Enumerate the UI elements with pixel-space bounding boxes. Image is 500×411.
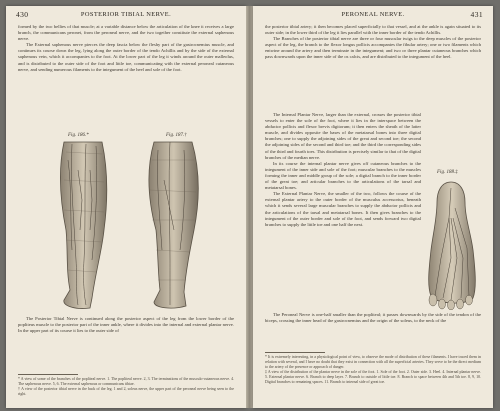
figure-188-foot-illustration bbox=[421, 178, 481, 310]
left-text-bottom bbox=[18, 316, 234, 334]
paragraph: The External Plantar Nerve, the smaller of the two, follows the course of the external plantar artery to the outer border of the musculus accessorius, beneath which it sends several large muscular branches to supply the abductor pollicis and the articulations of the tarsal and metatarsal bones. It then gives branches to the integument of the outer border and sole of the foot, and sends forward two digital branches to supply the little toe and one half the next. bbox=[265, 191, 421, 227]
left-footnotes bbox=[18, 374, 234, 397]
footnote: ‡ A view of the distribution of the plantar nerve in the sole of the foot. 1. Sole of the foot. 2. Outer side. 3. Heel. 4. Internal plantar nerve. 5. External plantar nerve. 6. Branch to deep layer. 7. Branch to outside of little toe. 8. Branch to space between 4th and 5th toe. 8, 9, 10. Digital branches to remaining spaces. 11. Branch to internal side of great toe. bbox=[265, 370, 481, 384]
left-text-top bbox=[18, 24, 234, 73]
paragraph: The External saphenous nerve pierces the deep fascia below the fleshy part of the gastrocnemius muscle, and continues its course down the leg, lying along the outer border of the tendo Achillis and by the side of the external saphenous vein, which it accompanies to the foot. At the lower part of the leg it winds around the outer malleolus, and is distributed to the outer side of the foot and little toe, communicating with the external peroneal cutaneous nerve, and sending numerous filaments to the integument of the heel and sole of the foot. bbox=[18, 42, 234, 72]
footnote: * A view of some of the branches of the popliteal nerve. 1. The popliteal nerve. 2, 3. The terminations of the musculo-cutaneous nerve. 4. The saphenous nerve. 5, 6. The external saphenous or communicans tibiae. bbox=[18, 377, 234, 386]
figure-188-label: Fig. 188.‡ bbox=[437, 170, 458, 175]
paragraph: The Internal Plantar Nerve, larger than the external, crosses the posterior tibial vessels to enter the sole of the foot, where it lies in the interspace between the abductor pollicis and flexor brevis digitorum; it then enters the sheath of the latter muscle, and divides opposite the bases of the metatarsal bones into three digital branches; one to supply the adjoining sides of the great and second toe; the second the adjoining sides of the second and third toe; and the third the corresponding sides of the third and fourth toes. This distribution is precisely similar to that of the digital branches of the median nerve. bbox=[265, 112, 421, 160]
paragraph: the posterior tibial artery; it then becomes placed superficially to that vessel, and at the ankle is again situated to its outer side; in the lower third of the leg it lies parallel with the inner border of the tendo Achillis. bbox=[265, 24, 481, 36]
paragraph: The Posterior Tibial Nerve is continued along the posterior aspect of the leg from the lower border of the popliteus muscle to the posterior part of the inner ankle, where it divides into the internal and external plantar nerve. In the upper part of its course it lies to the outer side of bbox=[18, 316, 234, 334]
footnote: * It is extremely interesting, in a physiological point of view, to observe the mode of distribution of these filaments. I have traced them in relation with several, and I have no doubt that they exist in connection with all the superficial arteries. They serve to be the direct medium to the artery of the presence or approach of danger. bbox=[265, 355, 481, 369]
right-text-top bbox=[265, 24, 481, 61]
figure-187-leg-illustration bbox=[140, 140, 212, 312]
paragraph: formed by the two bellies of that muscle; at a variable distance below the articulation of the knee it receives a large branch, the communicans peronei, from the peroneal nerve, and the two together constitute the external saphenous nerve. bbox=[18, 24, 234, 42]
figure-186-leg-illustration bbox=[46, 140, 126, 312]
left-page bbox=[6, 6, 246, 408]
figure-187-label: Fig. 187.† bbox=[166, 133, 187, 138]
right-text-mid bbox=[265, 112, 421, 228]
footnote-rule bbox=[18, 374, 78, 375]
left-running-head: POSTERIOR TIBIAL NERVE. bbox=[80, 11, 172, 18]
paragraph: In its course the internal plantar nerve gives off cutaneous branches to the integument of the inner side and sole of the foot; muscular branches to the muscles forming the inner and middle group of the sole; a digital branch to the inner border of the great toe; and articular branches to the articulations of the tarsal and metatarsal bones. bbox=[265, 160, 421, 191]
figure-186-label: Fig. 186.* bbox=[68, 133, 89, 138]
left-running-header bbox=[16, 10, 236, 20]
right-page bbox=[253, 6, 493, 408]
footnote: † A view of the posterior tibial nerve in the back of the leg. 1 and 2, soleus nerve, the upper part of the peroneal nerve being seen to the right. bbox=[18, 387, 234, 396]
right-footnotes bbox=[265, 352, 481, 385]
right-running-head: PERONEAL NERVE. bbox=[341, 11, 405, 18]
right-text-bottom bbox=[265, 312, 481, 324]
paragraph: The Branches of the posterior tibial nerve are three or four muscular twigs to the deep muscles of the posterior aspect of the leg, the branch to the flexor longus pollicis accompanies the fibular artery; one or two filaments which entwine around the artery and then terminate in the integument; and two or three plantar cutaneous branches which pass downwards upon the inner side of the os calcis, and are distributed to the integument of the heel. bbox=[265, 36, 481, 60]
footnote-rule bbox=[265, 352, 325, 353]
left-page-number: 430 bbox=[16, 10, 29, 19]
paragraph: The Peroneal Nerve is one-half smaller than the popliteal; it passes downwards by the side of the tendon of the biceps, crossing the inner head of the gastrocnemius and the origin of the soleus, to the neck of the bbox=[265, 312, 481, 324]
book-gutter bbox=[246, 6, 253, 408]
right-page-number: 431 bbox=[470, 10, 483, 19]
right-running-header bbox=[263, 10, 483, 20]
